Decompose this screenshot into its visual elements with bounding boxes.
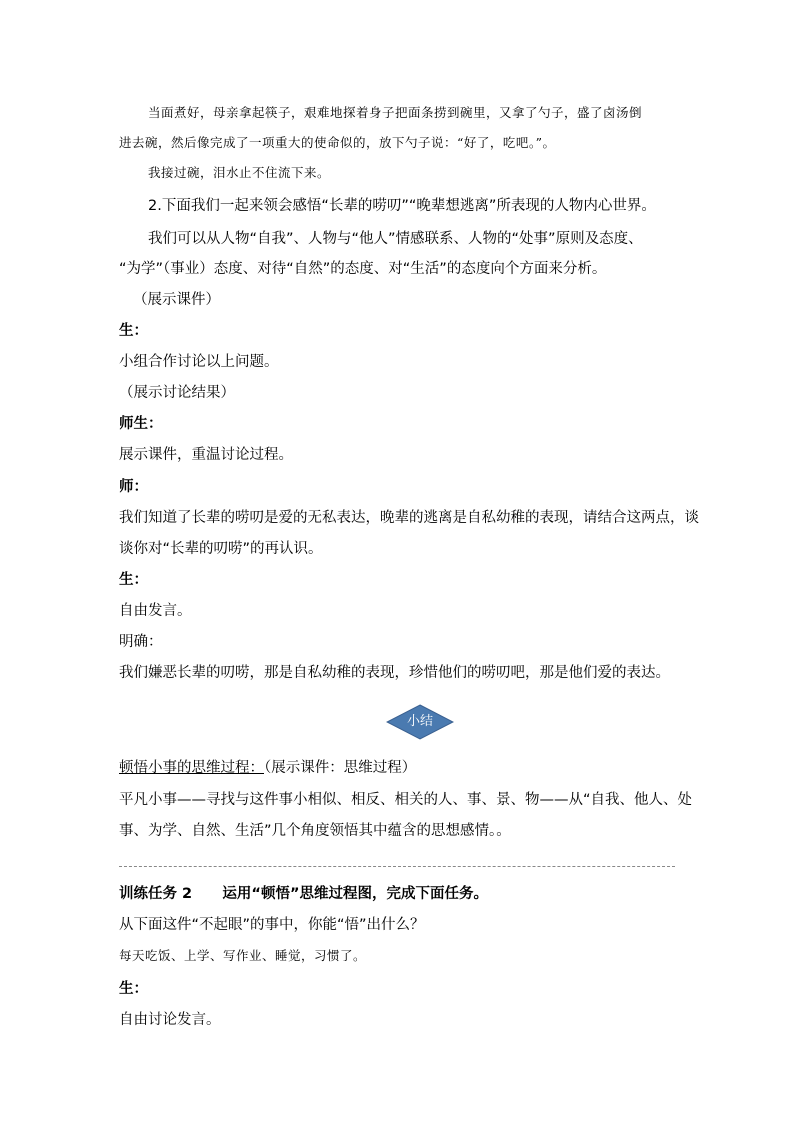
summary-heading-underlined: 顿悟小事的思维过程：: [119, 760, 264, 776]
speaker-label: 生：: [119, 323, 148, 339]
clarify-label: 明确：: [119, 634, 163, 650]
summary-line-1: 平凡小事——寻找与这件事小相似、相反、相关的人、事、景、物——从“自我、他人、处: [119, 792, 693, 808]
speaker-label: 生：: [119, 572, 148, 588]
dialogue-text: 小组合作讨论以上问题。: [119, 354, 279, 370]
analysis-line-2: “为学”（事业）态度、对待“自然”的态度、对“生活”的态度向个方面来分析。: [119, 261, 607, 277]
dialogue-text: 我们知道了长辈的唠叨是爱的无私表达，晚辈的逃离是自私幼稚的表现，请结合这两点，谈: [119, 510, 699, 526]
task-example: 每天吃饭、上学、写作业、睡觉，习惯了。: [119, 948, 367, 963]
summary-heading: [119, 758, 416, 778]
speaker-label: 生：: [119, 981, 148, 997]
quote-line-2: 进去碗，然后像完成了一项重大的使命似的，放下勺子说：“好了，吃吧。”。: [119, 135, 556, 150]
quote-line-3: 我接过碗，泪水止不住流下来。: [148, 165, 331, 180]
speaker-label: 师生：: [119, 416, 163, 432]
discussion-result-note: （展示讨论结果）: [119, 385, 235, 401]
speaker-label: 师：: [119, 479, 148, 495]
task-title: 训练任务 2 运用“顿悟”思维过程图，完成下面任务。: [119, 886, 488, 902]
summary-line-2: 事、为学、自然、生活”几个角度领悟其中蕴含的思想感情。。: [119, 823, 511, 839]
task-question: 从下面这件“不起眼”的事中，你能“悟”出什么？: [119, 917, 425, 933]
dialogue-text: 展示课件，重温讨论过程。: [119, 447, 293, 463]
dialogue-text: 谈你对“长辈的叨唠”的再认识。: [119, 541, 323, 557]
quote-line-1: 当面煮好，母亲拿起筷子，艰难地探着身子把面条捞到碗里，又拿了勺子，盛了卤汤倒: [148, 105, 643, 120]
summary-heading-note: （展示课件：思维过程）: [264, 760, 417, 776]
section-2-intro: 2.下面我们一起来领会感悟“长辈的唠叨”“晚辈想逃离”所表现的人物内心世界。: [148, 198, 656, 214]
analysis-line-1: 我们可以从人物“自我”、人物与“他人”情感联系、人物的“处事”原则及态度、: [148, 231, 643, 247]
summary-badge: [386, 704, 454, 740]
courseware-note: （展示课件）: [133, 292, 220, 308]
summary-badge-label: 小结: [406, 714, 433, 729]
clarify-text: 我们嫌恶长辈的叨唠，那是自私幼稚的表现，珍惜他们的唠叨吧，那是他们爱的表达。: [119, 665, 670, 681]
dialogue-text: 自由发言。: [119, 603, 192, 619]
task-answer: 自由讨论发言。: [119, 1012, 221, 1028]
dashed-divider: [119, 866, 675, 867]
